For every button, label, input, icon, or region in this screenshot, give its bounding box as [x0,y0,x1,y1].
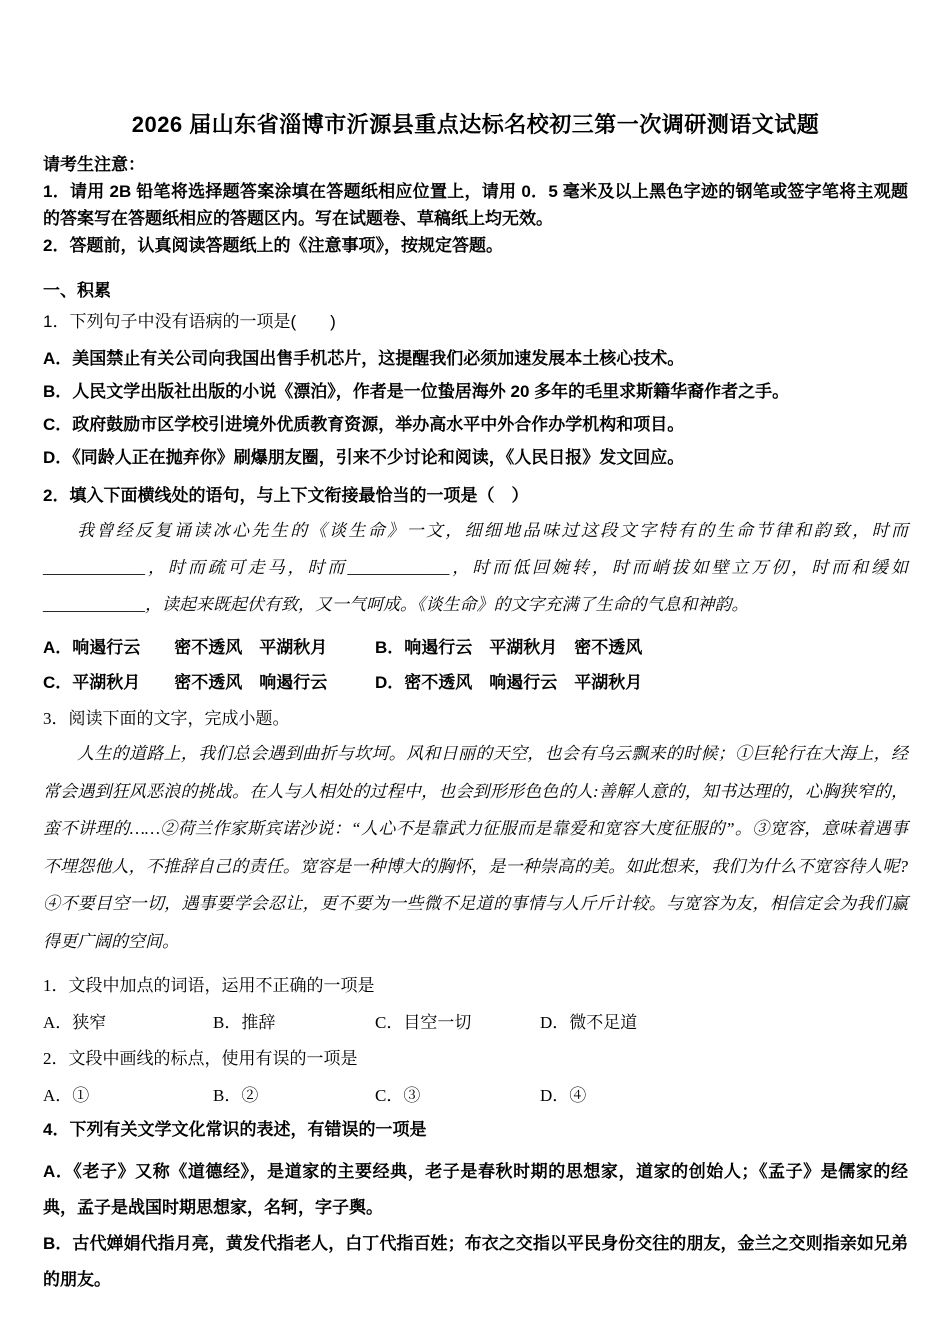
question-1 [43,312,908,468]
page-content [43,0,908,1298]
section-heading-accumulation: 一、积累 [43,281,111,300]
notice-item-1: 1．请用 2B 铅笔将选择题答案涂填在答题纸相应位置上，请用 0．5 毫米及以上黑色字迹的钢笔或签字笔将主观题的答案写在答题纸相应的答题区内。写在试题卷、草稿纸上均无效。 [43,182,908,228]
question-3-passage: 人生的道路上，我们总会遇到曲折与坎坷。风和日丽的天空，也会有乌云飘来的时候；①巨轮行在大海上，经常会遇到狂风恶浪的挑战。在人与人相处的过程中，也会到形形色色的人:善解人意的，知书达理的，心胸狭窄的，蛮不讲理的……②荷兰作家斯宾诺沙说：“人心不是靠武力征服而是靠爱和宽容大度征服的”。③宽容，意味着遇事不埋怨他人，不推辞自己的责任。宽容是一种博大的胸怀，是一种崇高的美。如此想来，我们为什么不宽容待人呢?④不要目空一切，遇事要学会忍让，更不要为一些微不足道的事情与人斤斤计较。与宽容为友，相信定会为我们赢得更广阔的空间。 [43,744,908,951]
question-3-sub-2-options [43,1086,908,1106]
question-3-sub-2 [43,1049,908,1106]
question-1-option-c: C．政府鼓励市区学校引进境外优质教育资源，举办高水平中外合作办学机构和项目。 [43,415,685,434]
question-4-option-b: B．古代婵娟代指月亮，黄发代指老人，白丁代指百姓；布衣之交指以平民身份交往的朋友，金兰之交则指亲如兄弟的朋友。 [43,1234,908,1289]
notice-item-2: 2．答题前，认真阅读答题纸上的《注意事项》，按规定答题。 [43,236,503,255]
question-1-option-d: D．《同龄人正在抛弃你》刷爆朋友圈，引来不少讨论和阅读，《人民日报》发文回应。 [43,448,685,467]
question-3-stem: 3．阅读下面的文字，完成小题。 [43,709,290,728]
sub-1-option-b: B．推辞 [213,1013,276,1032]
question-4-stem: 4．下列有关文学文化常识的表述，有错误的一项是 [43,1120,427,1139]
question-4-option-a: A．《老子》又称《道德经》，是道家的主要经典，老子是春秋时期的思想家，道家的创始人；《孟子》是儒家的经典，孟子是战国时期思想家，名轲，字子舆。 [43,1162,908,1217]
sub-1-option-d: D．微不足道 [540,1013,638,1032]
question-2-passage: 我曾经反复诵读冰心先生的《谈生命》一文，细细地品味过这段文字特有的生命节律和韵致，时而____________，时而疏可走马，时而____________，时而低回婉转，时而峭拔如壁立万仞，时而和缓如____________，读起来既起伏有致，又一气呵成。《谈生命》的文字充满了生命的气息和神韵。 [43,521,908,614]
question-3-sub-1 [43,976,908,1033]
question-1-stem: 1．下列句子中没有语病的一项是( ) [43,312,336,331]
notice-block [43,151,908,259]
sub-2-option-c: C．③ [375,1086,421,1105]
question-3-sub-2-stem: 2．文段中画线的标点，使用有误的一项是 [43,1049,358,1068]
question-2 [43,486,908,693]
question-3-sub-1-stem: 1．文段中加点的词语，运用不正确的一项是 [43,976,375,995]
question-2-options-row-2 [43,673,908,693]
sub-1-option-a: A．狭窄 [43,1013,107,1032]
question-2-options-row-1 [43,638,908,658]
sub-2-option-d: D．④ [540,1086,587,1105]
question-2-option-c: C．平湖秋月 密不透风 响遏行云 [43,673,328,692]
sub-1-option-c: C．目空一切 [375,1013,472,1032]
question-2-option-a: A．响遏行云 密不透风 平湖秋月 [43,638,328,657]
question-3 [43,709,908,1106]
question-3-sub-1-options [43,1013,908,1033]
question-1-option-b: B．人民文学出版社出版的小说《漂泊》，作者是一位蛰居海外 20 多年的毛里求斯籍华裔作者之手。 [43,382,790,401]
notice-heading: 请考生注意： [43,155,145,174]
exam-title: 2026 届山东省淄博市沂源县重点达标名校初三第一次调研测语文试题 [131,112,820,137]
question-2-option-b: B．响遏行云 平湖秋月 密不透风 [375,638,643,657]
question-4 [43,1120,908,1298]
question-2-option-d: D．密不透风 响遏行云 平湖秋月 [375,673,643,692]
question-1-option-a: A．美国禁止有关公司向我国出售手机芯片，这提醒我们必须加速发展本土核心技术。 [43,349,685,368]
sub-2-option-a: A．① [43,1086,90,1105]
sub-2-option-b: B．② [213,1086,259,1105]
question-2-stem: 2．填入下面横线处的语句，与上下文衔接最恰当的一项是（ ） [43,486,529,505]
